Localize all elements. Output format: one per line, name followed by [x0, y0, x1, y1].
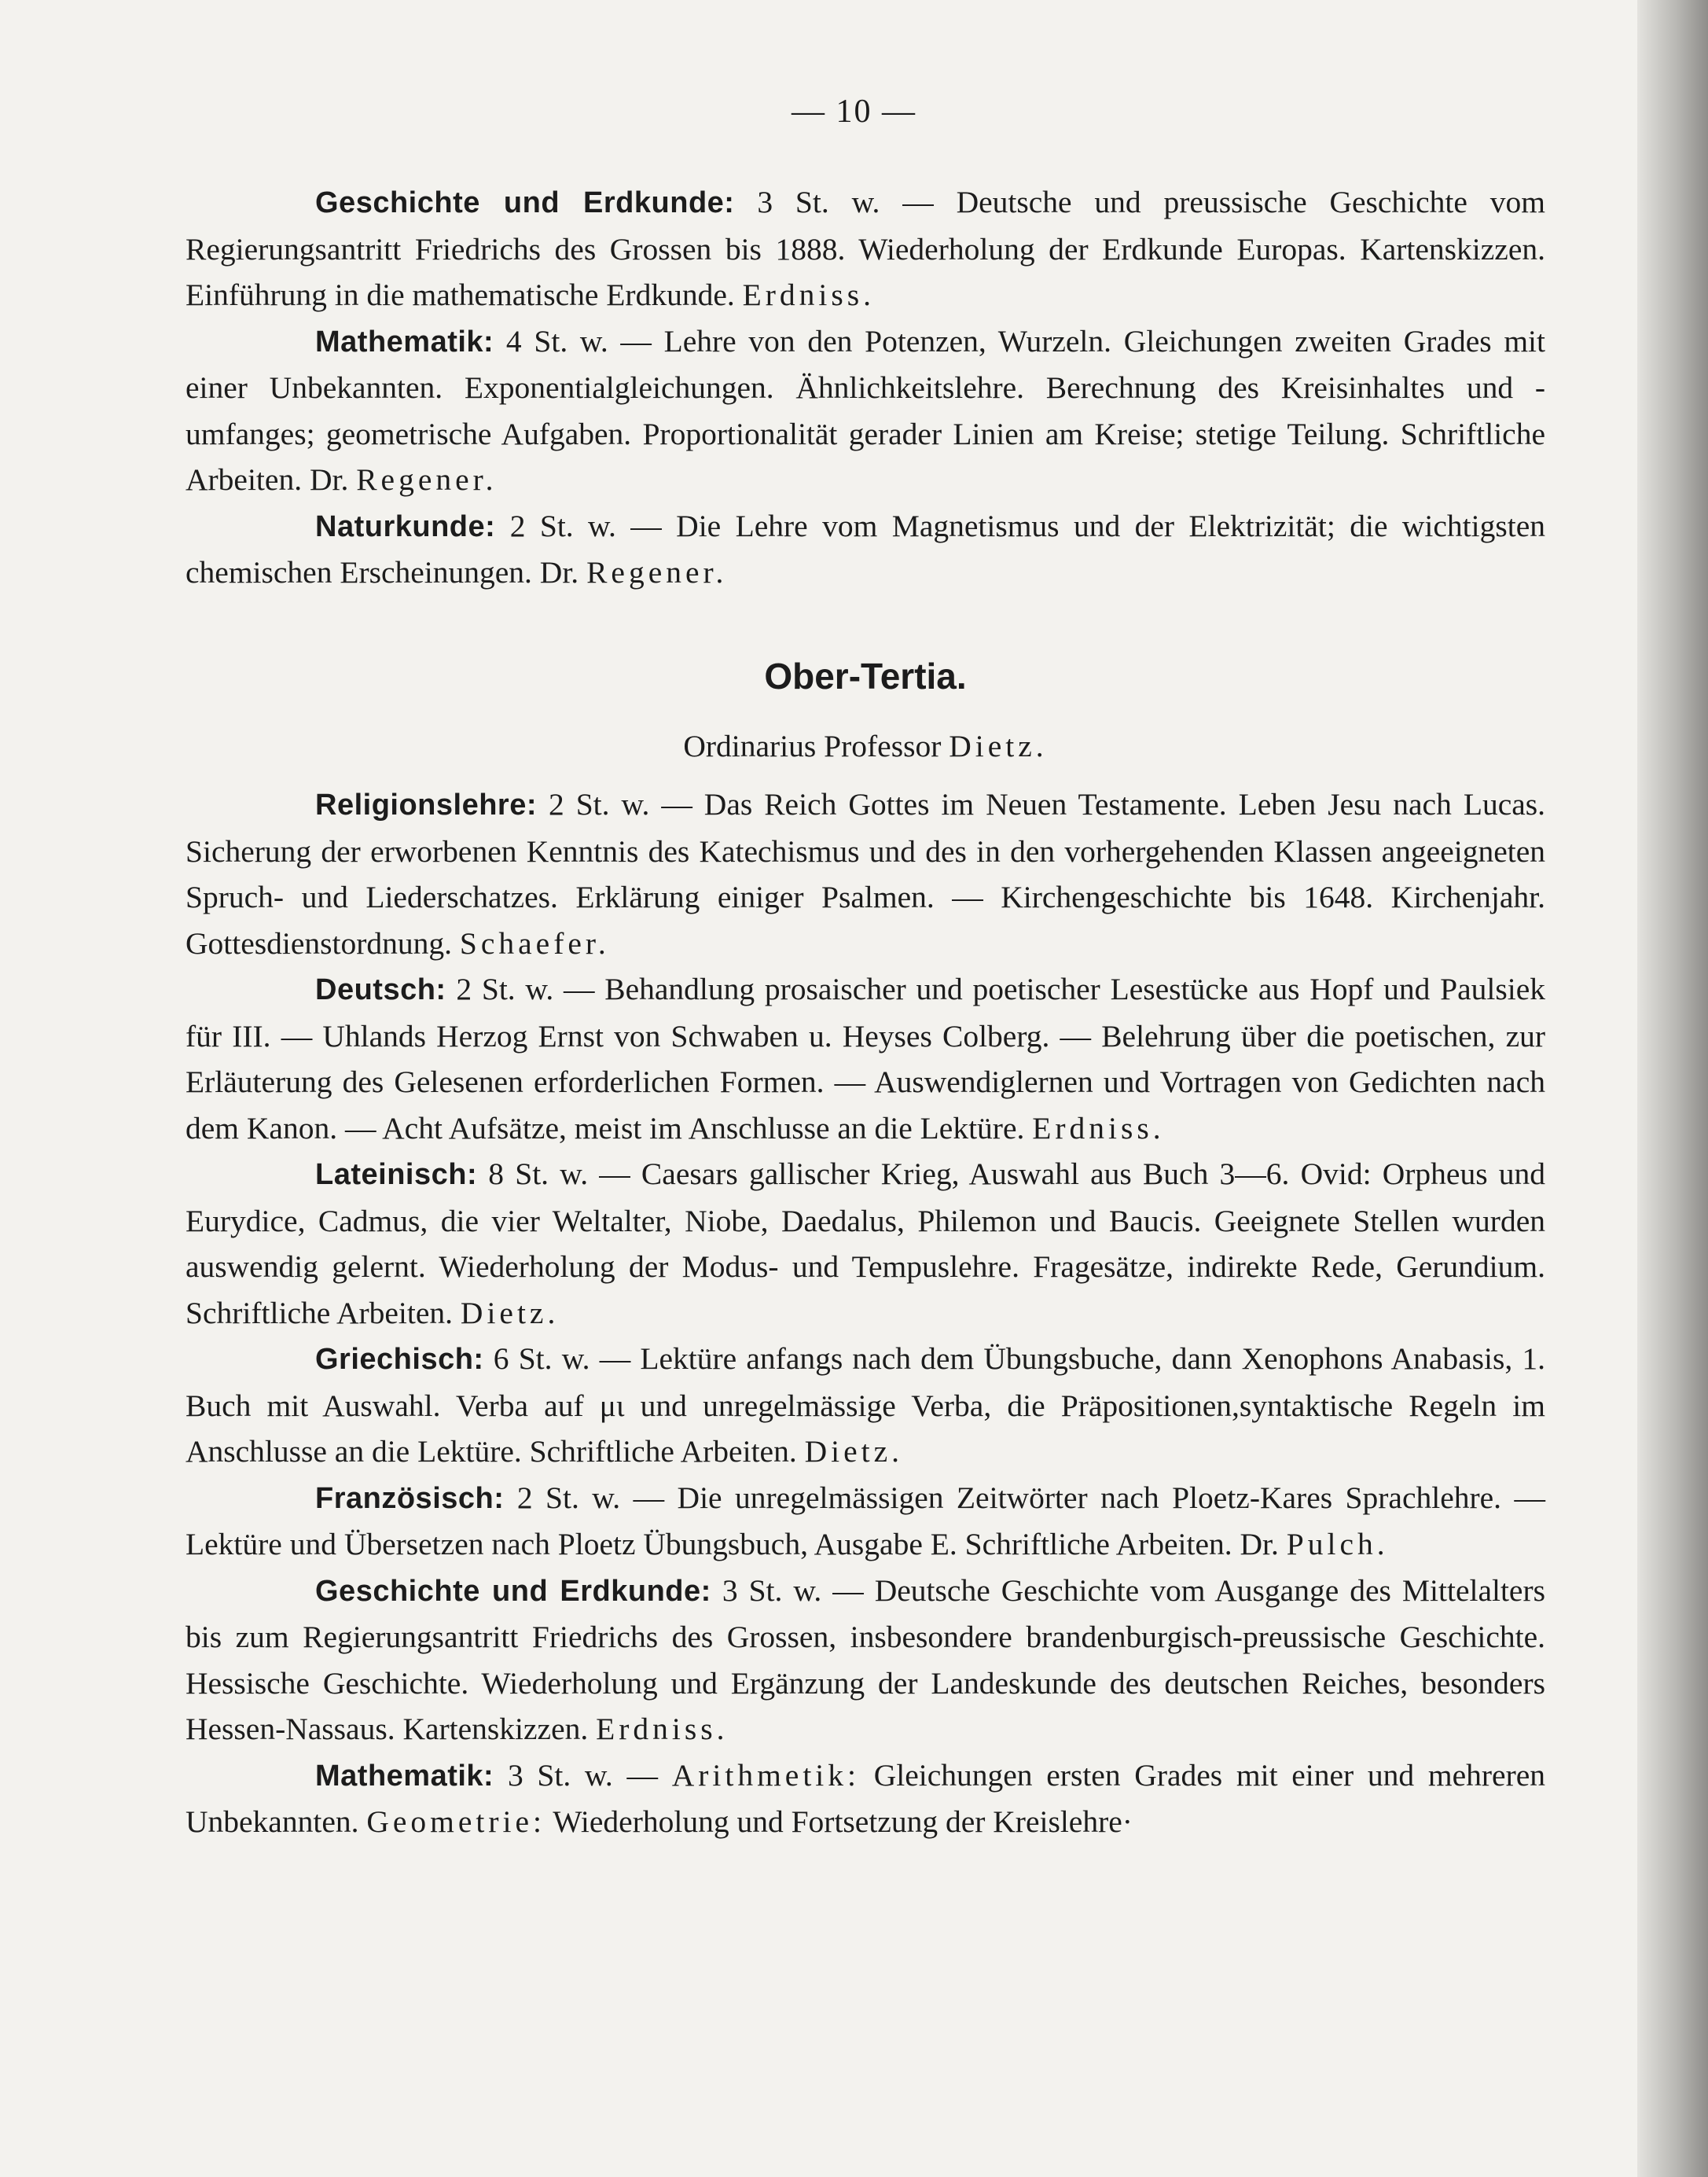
section-title: Ober-Tertia. [764, 655, 967, 697]
subject-heading: Deutsch: [315, 973, 446, 1006]
paragraph-text: Wiederholung und Fortsetzung der Kreislehre· [553, 1804, 1133, 1839]
subject-heading: Geschichte und Erdkunde: [315, 1574, 711, 1608]
page-content [185, 179, 1545, 1845]
paragraph-text: 3 St. w. — Deutsche Geschichte vom Ausgange des Mittelalters bis zum Regierungsantritt Friedrichs des Grossen, insbesondere brandenburgisch-preussische Geschichte. Hessische Geschichte. Wiederholung und Ergänzung der Landeskunde des deutschen Reiches, besonders Hessen-Nassaus. Kartenskizzen. [185, 1572, 1545, 1746]
paragraph-text: 2 St. w. — Das Reich Gottes im Neuen Testamente. Leben Jesu nach Lucas. Sicherung der erworbenen Kenntnis des Katechismus und des in den vorhergehenden Klassen angeeigneten Spruch- und Liederschatzes. Erklärung einiger Psalmen. — Kirchengeschichte bis 1648. Kirchenjahr. Gottesdienstordnung. [185, 787, 1546, 961]
paragraph-deutsch [185, 966, 1545, 1151]
paragraph-text: Gleichungen ersten Grades mit einer und mehreren Unbekannten. [185, 1757, 1546, 1839]
teacher-name: Erdniss. [596, 1712, 729, 1746]
subject-heading: Lateinisch: [315, 1158, 478, 1191]
paragraph-text: 3 St. w. — Deutsche und preussische Geschichte vom Regierungsantritt Friedrichs des Grossen bis 1888. Wiederholung der Erdkunde Europas. Kartenskizzen. Einführung in die mathematische Erdkunde. [185, 185, 1545, 312]
subject-heading: Mathematik: [315, 325, 494, 359]
paragraph-text: 3 St. w. — [507, 1757, 658, 1793]
teacher-name: Erdniss. [1032, 1110, 1165, 1145]
teacher-name: Pulch. [1286, 1527, 1389, 1561]
teacher-name: Dietz. [460, 1295, 560, 1330]
paragraph-mathematik-1 [185, 318, 1545, 503]
ordinarius-line [185, 723, 1545, 770]
subject-heading: Religionslehre: [315, 789, 537, 822]
subsection-label: Geometrie: [366, 1804, 546, 1839]
teacher-name: Erdniss. [742, 278, 875, 312]
paragraph-geschichte-erdkunde-2 [185, 1568, 1545, 1752]
subject-heading: Naturkunde: [315, 509, 496, 543]
subject-heading: Geschichte und Erdkunde: [315, 186, 735, 219]
paragraph-text: 2 St. w. — Die unregelmässigen Zeitwörter nach Ploetz-Kares Sprachlehre. — Lektüre und Übersetzen nach Ploetz Übungsbuch, Ausgabe E. Schriftliche Arbeiten. Dr. [185, 1480, 1545, 1561]
paragraph-text: 2 St. w. — Die Lehre vom Magnetismus und der Elektrizität; die wichtigsten chemischen Erscheinungen. Dr. [185, 508, 1546, 590]
paragraph-text: 2 St. w. — Behandlung prosaischer und poetischer Lesestücke aus Hopf und Paulsiek für III. — Uhlands Herzog Ernst von Schwaben u. Heyses Colberg. — Belehrung über die poetischen, zur Erläuterung des Gelesenen erforderlichen Formen. — Auswendiglernen und Vortragen von Gedichten nach dem Kanon. — Acht Aufsätze, meist im Anschlusse an die Lektüre. [185, 972, 1546, 1145]
paragraph-franzoesisch [185, 1475, 1545, 1568]
ordinarius-label: Ordinarius Professor [683, 728, 942, 763]
subject-heading: Mathematik: [315, 1759, 494, 1793]
paragraph-naturkunde [185, 503, 1545, 596]
subject-heading: Französisch: [315, 1481, 505, 1515]
ordinarius-name: Dietz. [949, 728, 1048, 763]
paragraph-text: 4 St. w. — Lehre von den Potenzen, Wurzeln. Gleichungen zweiten Grades mit einer Unbekannten. Exponentialgleichungen. Ähnlichkeitslehre. Berechnung des Kreisinhaltes und -umfanges; geometrische Aufgaben. Proportionalität gerader Linien am Kreise; stetige Teilung. Schriftliche Arbeiten. Dr. [185, 323, 1545, 497]
subject-heading: Griechisch: [315, 1343, 484, 1376]
paragraph-text: 6 St. w. — Lektüre anfangs nach dem Übungsbuche, dann Xenophons Anabasis, 1. Buch mit Auswahl. Verba auf μι und unregelmässige Verba, die Präpositionen,syntaktische Regeln im Anschlusse an die Lektüre. Schriftliche Arbeiten. [185, 1341, 1546, 1469]
paragraph-text: 8 St. w. — Caesars gallischer Krieg, Auswahl aus Buch 3—6. Ovid: Orpheus und Eurydice, Cadmus, die vier Weltalter, Niobe, Daedalus, Philemon und Baucis. Geeignete Stellen wurden auswendig gelernt. Wiederholung der Modus- und Tempuslehre. Fragesätze, indirekte Rede, Gerundium. Schriftliche Arbeiten. [185, 1157, 1546, 1330]
teacher-name: Regener. [356, 462, 498, 497]
teacher-name: Regener. [586, 555, 728, 590]
page-number: — 10 — [792, 94, 916, 130]
subsection-label: Arithmetik: [671, 1757, 861, 1793]
paragraph-lateinisch [185, 1151, 1545, 1336]
teacher-name: Dietz. [804, 1434, 903, 1469]
paragraph-mathematik-2 [185, 1752, 1545, 1845]
paragraph-griechisch [185, 1336, 1545, 1475]
paragraph-geschichte-erdkunde-1 [185, 179, 1545, 318]
paragraph-religionslehre [185, 781, 1545, 966]
teacher-name: Schaefer. [459, 925, 610, 961]
